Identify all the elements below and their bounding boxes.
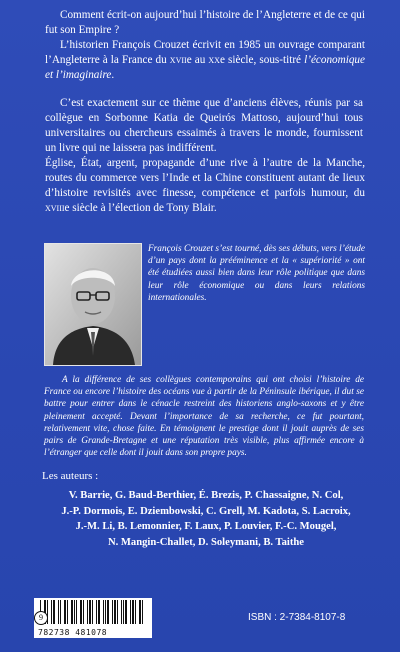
portrait-illustration — [45, 244, 141, 365]
barcode-number: 782738 481078 — [38, 628, 108, 637]
barcode-bars — [40, 600, 148, 624]
century-numeral: xviii — [45, 202, 65, 214]
authors-list — [50, 488, 362, 550]
intro-text: e siècle, sous-titré — [219, 54, 305, 66]
author-photo — [44, 243, 142, 366]
biography-intro: François Crouzet s’est tourné, dès ses débuts, vers l’étude d’un pays dont la prééminence et la « supériorité » ont été étudiées aussi bien dans leur rôle politique que dans leur rôle économique ou dans leurs relations internationales. — [148, 244, 365, 303]
intro-paragraph-2 — [45, 38, 365, 83]
authors-line: J.-P. Dormois, E. Dziembowski, C. Grell, M. Kadota, S. Lacroix, — [61, 505, 351, 517]
intro-paragraph-3: C’est exactement sur ce thème que d’anciens élèves, réunis par sa collègue en Sorbonne Katia de Queirós Mattoso, aujourd’hui tous universitaires ou chercheurs essaimés à travers le monde, fournissent un livre qui ne laissera pas indifférent. — [45, 97, 363, 154]
authors-line: V. Barrie, G. Baud-Berthier, É. Brezis, P. Chassaigne, N. Col, — [68, 490, 344, 501]
century-numeral: xx — [208, 54, 220, 66]
intro-text: e siècle à l’élection de Tony Blair. — [64, 202, 217, 214]
authors-line: N. Mangin-Challet, D. Soleymani, B. Taithe — [107, 536, 304, 548]
authors-line: J.-M. Li, B. Lemonnier, F. Laux, P. Louvier, F.-C. Mougel, — [75, 521, 337, 533]
intro-text: L’historien François Crouzet écrivit en 1985 un ouvrage comparant l’Angleterre à la France du — [45, 39, 365, 66]
isbn-label: ISBN : 2-7384-8107-8 — [248, 612, 346, 623]
biography-body: A la différence de ses collègues contemporains qui ont choisi l’histoire de France ou encore l’histoire des océans vue à partir de la Péninsule ibérique, il dut se battre pour entrer dans le cénacle restreint des historiens anglo-saxons et y être pleinement accepté. Devant l’importance de sa recherche, ce fut pourtant, relativement vite, chose faite. En témoignent le prestige dont il jouit auprès de ses pairs de Grande-Bretagne et une réputation très visible, plus affirmée encore à l’étranger que celle dont il jouit dans son propre pays. — [44, 375, 364, 459]
subtitle-italic: l’économique et l’imaginaire — [45, 54, 365, 81]
intro-text: . — [111, 69, 115, 81]
intro-paragraph-1: Comment écrit-on aujourd’hui l’histoire de l’Angleterre et de ce qui fut son Empire ? — [45, 9, 365, 36]
price-code-circle: 9 — [34, 611, 48, 625]
intro-text: Église, État, argent, propagande d’une rive à l’autre de la Manche, routes du commerce vers l’Inde et la Chine constituent autant de lieux d’histoire revisités avec finesse, compétence et parfois humour, du — [45, 157, 365, 199]
century-numeral: xvii — [169, 54, 187, 66]
intro-paragraph-4 — [45, 156, 365, 216]
authors-heading: Les auteurs : — [42, 470, 99, 482]
intro-text: e au — [186, 54, 209, 66]
barcode — [34, 598, 152, 638]
